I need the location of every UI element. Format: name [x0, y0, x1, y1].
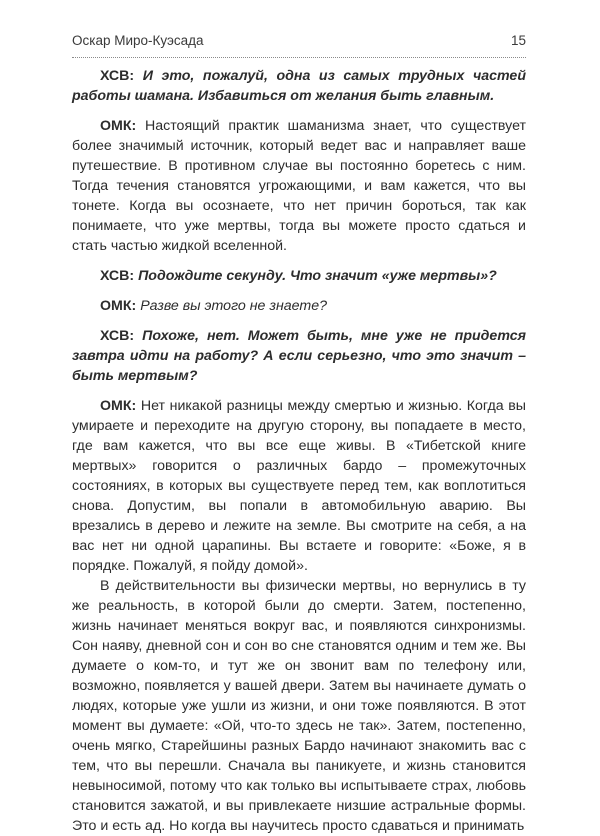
paragraph-text: И это, пожалуй, одна из самых трудных частей работы шамана. Избавиться от желания быть главным.: [72, 68, 526, 104]
paragraph-text: Настоящий практик шаманизма знает, что существует более значимый источник, который ведет вас и направляет ваше путешествие. В противном случае вы постоянно боретесь с ним. Тогда течения становятся угрожающими, и вам кажется, что вы тонете. Когда вы осознаете, что нет причин бороться, так как понимаете, что уже мертвы, тогда вы можете просто сдаться и стать частью жидкой вселенной.: [72, 118, 526, 254]
speaker-label: ОМК:: [100, 118, 137, 134]
interview-question: [72, 326, 526, 386]
header-rule: [72, 57, 526, 58]
running-header: [72, 33, 526, 48]
interview-question: [72, 66, 526, 106]
speaker-label: ХСВ:: [100, 268, 135, 284]
paragraph-text: В действительности вы физически мертвы, но вернулись в ту же реальность, в которой были до смерти. Затем, постепенно, жизнь начинает меняться вокруг вас, и появляются синхронизмы. Сон наяву, дневной сон и сон во сне становятся одним и тем же. Вы думаете о ком-то, и тут же он звонит вам по телефону или, возможно, появляется у вашей двери. Затем вы начинаете думать о людях, которые уже ушли из жизни, и они тоже появляются. В этот момент вы думаете: «Ой, что-то здесь не так». Затем, постепенно, очень мягко, Старейшины разных Бардо начинают знакомить вас с тем, что вы перешли. Сначала вы паникуете, и жизнь становится невыносимой, потому что как только вы испытываете страх, любовь становится зажатой, и вы привлекаете низшие астральные формы. Это и есть ад. Но когда вы научитесь просто сдаваться и принимать: [72, 578, 526, 834]
paragraph-text: Подождите секунду. Что значит «уже мертвы»?: [138, 268, 497, 284]
page-number: 15: [510, 33, 526, 48]
interview-answer: [72, 396, 526, 576]
speaker-label: ОМК:: [100, 398, 137, 414]
body-paragraph: [72, 576, 526, 836]
paragraph-text: Разве вы этого не знаете?: [140, 298, 328, 314]
interview-question: [72, 266, 526, 286]
page-body: [72, 66, 526, 836]
speaker-label: ХСВ:: [100, 68, 135, 84]
paragraph-text: Похоже, нет. Может быть, мне уже не придется завтра идти на работу? А если серьезно, что это значит – быть мертвым?: [72, 328, 526, 384]
header-author: Оскар Миро-Куэсада: [72, 33, 204, 48]
speaker-label: ХСВ:: [100, 328, 135, 344]
paragraph-text: Нет никакой разницы между смертью и жизнью. Когда вы умираете и переходите на другую сторону, вы попадаете в место, где вам кажется, что вы все еще живы. В «Тибетской книге мертвых» говорится о различных бардо – промежуточных состояниях, в которых вы существуете перед тем, как воплотиться снова. Допустим, вы попали в автомобильную аварию. Вы врезались в дерево и лежите на земле. Вы смотрите на себя, а на вас нет ни одной царапины. Вы встаете и говорите: «Боже, я в порядке. Пожалуй, я пойду домой».: [72, 398, 526, 574]
interview-answer: [72, 116, 526, 256]
interview-answer: [72, 296, 526, 316]
speaker-label: ОМК:: [100, 298, 137, 314]
